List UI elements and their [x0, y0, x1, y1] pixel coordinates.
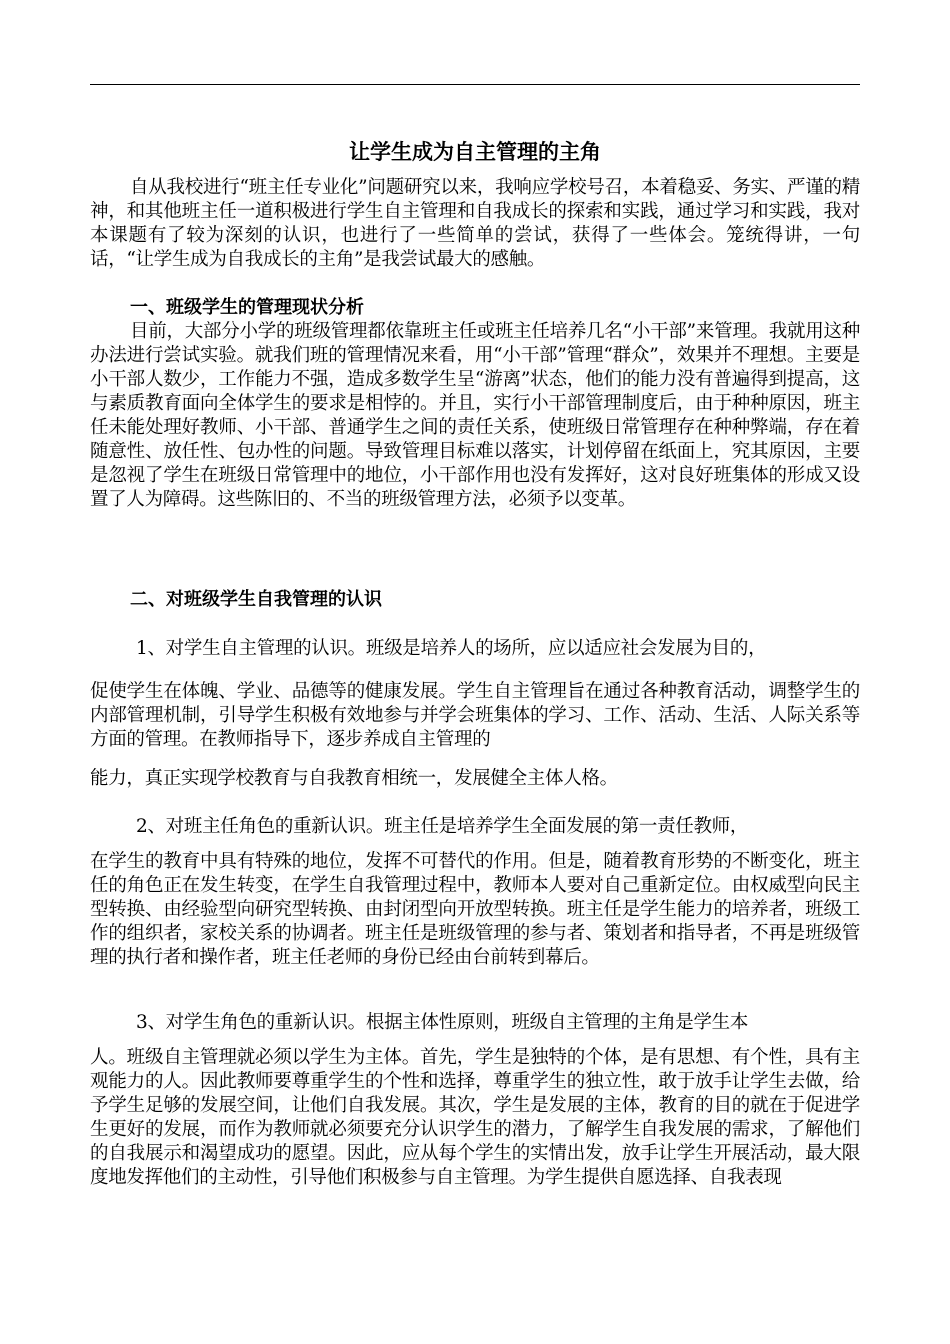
point3-first-line: 3、对学生角色的重新认识。根据主体性原则，班级自主管理的主角是学生本 — [136, 1012, 749, 1033]
section1-paragraph: 目前，大部分小学的班级管理都依靠班主任或班主任培养几名“小干部”来管理。我就用这种办法进行尝试实验。就我们班的管理情况来看，用“小干部”管理“群众”，效果并不理想。主要是小干部人数少，工作能力不强，造成多数学生呈“游离”状态，他们的能力没有普遍得到提高，这与素质教育面向全体学生的要求是相悖的。并且，实行小干部管理制度后，由于种种原因，班主任未能处理好教师、小干部、普通学生之间的责任关系，使班级日常管理存在种种弊端，存在着随意性、放任性、包办性的问题。导致管理目标难以落实，计划停留在纸面上，究其原因，主要是忽视了学生在班级日常管理中的地位，小干部作用也没有发挥好，这对良好班集体的形成又设置了人为障碍。这些陈旧的、不当的班级管理方法，必须予以变革。 — [90, 321, 860, 510]
header-rule — [90, 84, 860, 85]
point2-first-line: 2、对班主任角色的重新认识。班主任是培养学生全面发展的第一责任教师， — [136, 816, 749, 837]
point2-body: 在学生的教育中具有特殊的地位，发挥不可替代的作用。但是，随着教育形势的不断变化，班主任的角色正在发生转变，在学生自我管理过程中，教师本人要对自己重新定位。由权威型向民主型转换、由经验型向研究型转换、由封闭型向开放型转换。班主任是学生能力的培养者，班级工作的组织者，家校关系的协调者。班主任是班级管理的参与者、策划者和指导者，不再是班级管理的执行者和操作者，班主任老师的身份已经由台前转到幕后。 — [90, 851, 860, 968]
point1-first-line: 1、对学生自主管理的认识。班级是培养人的场所，应以适应社会发展为目的， — [136, 638, 767, 659]
section-heading-1: 一、班级学生的管理现状分析 — [130, 297, 364, 318]
point1-body: 促使学生在体魄、学业、品德等的健康发展。学生自主管理旨在通过各种教育活动，调整学生的内部管理机制，引导学生积极有效地参与并学会班集体的学习、工作、活动、生活、人际关系等方面的管理。在教师指导下，逐步养成自主管理的 — [90, 681, 860, 750]
point1-last-line: 能力，真正实现学校教育与自我教育相统一，发展健全主体人格。 — [90, 768, 618, 789]
point3-body: 人。班级自主管理就必须以学生为主体。首先，学生是独特的个体，是有思想、有个性，具有主观能力的人。因此教师要尊重学生的个性和选择，尊重学生的独立性，敢于放手让学生去做，给予学生足够的发展空间，让他们自我发展。其次，学生是发展的主体，教育的目的就在于促进学生更好的发展，而作为教师就必须要充分认识学生的潜力，了解学生自我发展的需求，了解他们的自我展示和渴望成功的愿望。因此，应从每个学生的实情出发，放手让学生开展活动，最大限度地发挥他们的主动性，引导他们积极参与自主管理。为学生提供自愿选择、自我表现 — [90, 1047, 860, 1188]
section-heading-2: 二、对班级学生自我管理的认识 — [130, 589, 382, 610]
document-title: 让学生成为自主管理的主角 — [349, 140, 601, 164]
intro-paragraph: 自从我校进行“班主任专业化”问题研究以来，我响应学校号召，本着稳妥、务实、严谨的精神，和其他班主任一道积极进行学生自主管理和自我成长的探索和实践，通过学习和实践，我对本课题有了较为深刻的认识，也进行了一些简单的尝试，获得了一些体会。笼统得讲，一句话，“让学生成为自我成长的主角”是我尝试最大的感触。 — [90, 177, 860, 270]
